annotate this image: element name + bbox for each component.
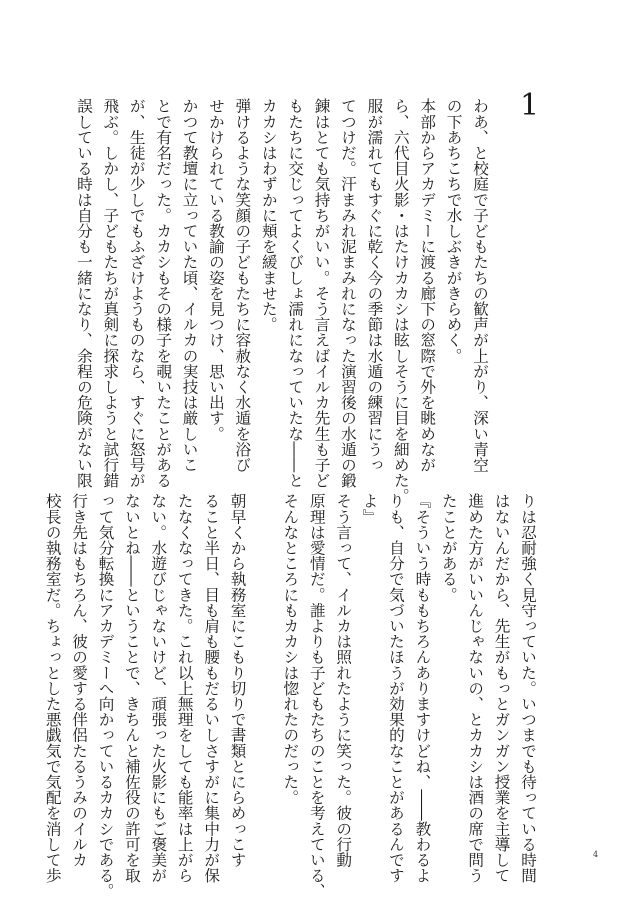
text-line: てつけだ。汗まみれ泥まみれになった演習後の水遁の鍛 bbox=[338, 98, 357, 488]
text-line: そんなところにもカカシは惚れたのだった。 bbox=[281, 493, 300, 805]
text-line: 行き先はもちろん、彼の愛する伴侶たるうみのイルカ bbox=[70, 493, 89, 868]
text-line: カカシはわずかに頬を緩ませた。 bbox=[259, 98, 278, 332]
text-line: 本部からアカデミーに渡る廊下の窓際で外を眺めなが bbox=[418, 98, 437, 473]
text-line: とで有名だった。カカシもその様子を覗いたことがある bbox=[154, 98, 173, 488]
text-line: 服が濡れてもすぐに乾く今の季節は水遁の練習にうっ bbox=[365, 98, 384, 473]
text-line: が、生徒が少しでもふざけようものなら、すぐに怒号が bbox=[127, 98, 146, 488]
text-line: 校長の執務室だ。ちょっとした悪戯気で気配を消して歩 bbox=[43, 493, 62, 883]
text-line: せかけられている教諭の姿を見つけ、思い出す。 bbox=[206, 98, 225, 442]
text-line: わあ、と校庭で子どもたちの歓声が上がり、深い青空 bbox=[471, 98, 489, 473]
text-line: ない。水遊びじゃないけど、頑張った火影にもご褒美が bbox=[149, 493, 168, 883]
text-line: りも、自分で気づいたほうが効果的なことがあるんです bbox=[386, 493, 405, 883]
text-line: ること半日、目も肩も腰もだるいしさすがに集中力が保 bbox=[202, 493, 221, 883]
text-line: 朝早くから執務室にこもり切りで書類とにらめっこす bbox=[228, 493, 247, 868]
text-line: よ』 bbox=[360, 493, 379, 525]
text-line: そう言って、イルカは照れたように笑った。彼の行動 bbox=[334, 493, 353, 868]
upper-text-block bbox=[74, 98, 493, 504]
text-line: 原理は愛情だ。誰よりも子どもたちのことを考えている、 bbox=[307, 493, 326, 899]
chapter-number: 1 bbox=[520, 88, 540, 123]
text-line: の下あちこちで水しぶきがきらめく。 bbox=[444, 98, 463, 364]
text-line: 誤している時は自分も一緒になり、余程の危険がない限 bbox=[74, 98, 93, 488]
text-line: って気分転換にアカデミーへ向かっているカカシである。 bbox=[96, 493, 115, 899]
text-line: 弾けるような笑顔の子どもたちに容赦なく水遁を浴び bbox=[233, 98, 252, 473]
section-gap bbox=[251, 493, 277, 863]
lower-text-block bbox=[43, 493, 541, 899]
text-line: 進めた方がいいんじゃないの、とカカシは酒の席で問う bbox=[466, 493, 485, 883]
text-line: たことがある。 bbox=[439, 493, 458, 603]
text-line: ないとね――ということで、きちんと補佐役の許可を取 bbox=[122, 493, 141, 883]
text-line: 『そういう時ももちろんありますけどね、――教わるよ bbox=[413, 493, 432, 883]
page-number: 4 bbox=[593, 850, 599, 859]
text-line: たなくなってきた。これ以上無理をしても能率は上がら bbox=[175, 493, 194, 883]
text-line: りは忍耐強く見守っていた。いつまでも待っている時間 bbox=[519, 493, 537, 883]
text-line: 錬はとても気持ちがいい。そう言えばイルカ先生も子ど bbox=[312, 98, 331, 488]
text-line: かつて教壇に立っていた頃、イルカの実技は厳しいこ bbox=[180, 98, 199, 473]
text-line: 飛ぶ。しかし、子どもたちが真剣に探求しようと試行錯 bbox=[101, 98, 120, 488]
text-line: ら、六代目火影・はたけカカシは眩しそうに目を細めた。 bbox=[391, 98, 410, 504]
text-line: はないんだから、先生がもっとガンガン授業を主導して bbox=[492, 493, 511, 883]
text-line: もたちに交じってよくびしょ濡れになっていたな――と bbox=[286, 98, 305, 488]
